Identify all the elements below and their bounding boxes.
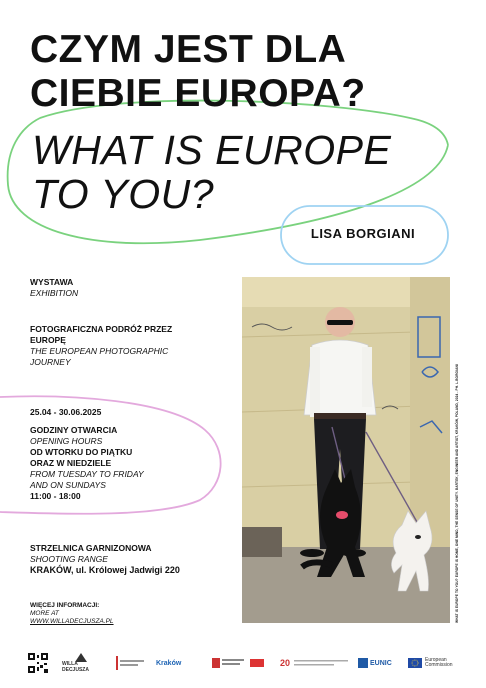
polish-presidency-logo-icon bbox=[280, 652, 350, 674]
european-commission-logo bbox=[408, 652, 468, 674]
hours-label-en: OPENING HOURS bbox=[30, 436, 103, 446]
subtitle-en-line-2: JOURNEY bbox=[30, 357, 71, 367]
subtitle-pl-line-2: EUROPĘ bbox=[30, 335, 66, 345]
instytut-logo-icon bbox=[116, 652, 146, 674]
exhibition-label-en: EXHIBITION bbox=[30, 288, 79, 298]
subtitle-block bbox=[30, 324, 230, 368]
dates-block bbox=[30, 407, 230, 418]
ec-text-line-1: European bbox=[425, 656, 447, 663]
venue-address bbox=[30, 565, 230, 576]
hours-block bbox=[30, 425, 230, 502]
venue-city: KRAKÓW, bbox=[30, 565, 74, 575]
title-polish-line-2: CIEBIE EUROPA? bbox=[30, 72, 366, 115]
exhibition-label-pl: WYSTAWA bbox=[30, 277, 74, 287]
venue-block bbox=[30, 543, 230, 576]
photo-caption-text: WHAT IS EUROPE TO YOU? EUROPE IS HOME, ONE MIND, THE SENSE OF UNITY. BARTEK, ENGINEER AND ARTIST, KRAKÓW, POLAND, 2024 - PH. L.BORGIANI bbox=[455, 364, 459, 623]
ministry-logo-icon bbox=[212, 652, 246, 674]
website-link[interactable]: WWW.WILLADECJUSZA.PL bbox=[30, 618, 114, 625]
exhibition-photo bbox=[242, 277, 450, 623]
more-info-label-en: MORE AT bbox=[30, 610, 59, 617]
sponsor-logos bbox=[28, 652, 468, 674]
more-info-block bbox=[30, 602, 114, 626]
exhibition-block bbox=[30, 277, 230, 299]
krakow-logo-text: Kraków bbox=[156, 659, 182, 667]
venue-street: ul. Królowej Jadwigi 220 bbox=[75, 565, 180, 575]
eu-flag-icon bbox=[408, 658, 422, 668]
institute-red-logo-icon bbox=[250, 652, 270, 674]
krakow-logo bbox=[156, 652, 196, 674]
hours-days-en-line-2: AND ON SUNDAYS bbox=[30, 480, 106, 490]
more-info-label-pl: WIĘCEJ INFORMACJI: bbox=[30, 602, 100, 609]
title-polish-line-1: CZYM JEST DLA bbox=[30, 28, 347, 71]
author-name: LISA BORGIANI bbox=[310, 226, 416, 241]
exhibition-dates: 25.04 - 30.06.2025 bbox=[30, 407, 102, 417]
ec-text-line-2: Commission bbox=[425, 662, 453, 668]
hours-label-pl: GODZINY OTWARCIA bbox=[30, 425, 118, 435]
hours-days-pl-line-1: OD WTORKU DO PIĄTKU bbox=[30, 447, 133, 457]
svg-text:20: 20 bbox=[280, 658, 291, 668]
photo-illustration bbox=[242, 277, 450, 623]
title-english-line-1: WHAT IS EUROPE bbox=[32, 127, 392, 173]
qr-code-icon[interactable] bbox=[28, 652, 48, 674]
title-english-line-2: TO YOU? bbox=[32, 171, 214, 217]
willa-decjusza-logo bbox=[62, 652, 100, 674]
eunic-logo bbox=[358, 652, 398, 674]
title-polish bbox=[30, 28, 470, 116]
european-commission-text bbox=[425, 658, 453, 669]
eunic-text: EUNIC bbox=[370, 659, 392, 667]
title-english bbox=[32, 128, 472, 216]
hours-time: 11:00 - 18:00 bbox=[30, 491, 81, 501]
hours-days-pl-line-2: ORAZ W NIEDZIELE bbox=[30, 458, 112, 468]
subtitle-pl-line-1: FOTOGRAFICZNA PODRÓŻ PRZEZ bbox=[30, 324, 173, 334]
venue-name-en: SHOOTING RANGE bbox=[30, 554, 108, 564]
eunic-icon bbox=[358, 658, 368, 668]
venue-name-pl: STRZELNICA GARNIZONOWA bbox=[30, 543, 152, 553]
willa-decjusza-text: WILLA DECJUSZA bbox=[62, 661, 89, 673]
photo-caption-vertical bbox=[446, 277, 458, 623]
hours-days-en-line-1: FROM TUESDAY TO FRIDAY bbox=[30, 469, 144, 479]
subtitle-en-line-1: THE EUROPEAN PHOTOGRAPHIC bbox=[30, 346, 169, 356]
